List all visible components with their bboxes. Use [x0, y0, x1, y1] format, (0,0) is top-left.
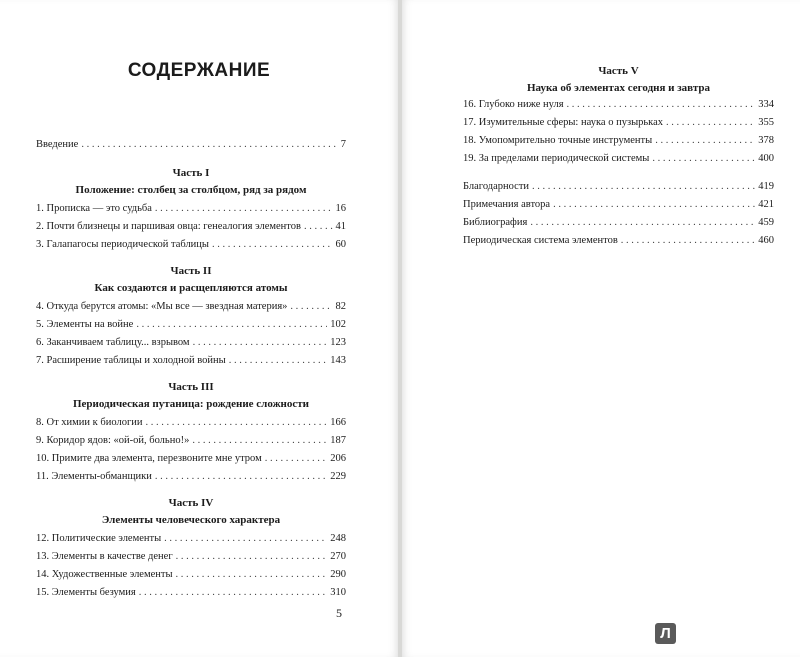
toc-entry [36, 532, 346, 545]
leader-dots [655, 134, 755, 147]
logo-letter: Л [660, 625, 671, 642]
part-name: Элементы человеческого характера [101, 514, 281, 526]
toc-entry [36, 470, 346, 483]
entry-label: 9. Коридор ядов: «ой-ой, больно!» [36, 435, 190, 446]
entry-page: 82 [335, 301, 346, 312]
entry-page: 187 [330, 435, 346, 446]
entry-page: 270 [330, 551, 346, 562]
entry-page: 143 [330, 355, 346, 366]
entry-label: 10. Примите два элемента, перезвоните мне утром [36, 453, 262, 464]
entry-page: 248 [330, 533, 346, 544]
toc-entry [36, 452, 346, 465]
part-name: Положение: столбец за столбцом, ряд за рядом [75, 184, 307, 196]
entry-page: 290 [330, 569, 346, 580]
entry-page: 16 [335, 203, 346, 214]
toc-entry-backmatter [463, 216, 774, 229]
leader-dots [81, 138, 337, 151]
leader-dots [567, 98, 756, 111]
entry-label: 3. Галапагосы периодической таблицы [36, 239, 209, 250]
leader-dots [139, 586, 327, 599]
entry-label: 5. Элементы на войне [36, 319, 134, 330]
part-name: Периодическая путаница: рождение сложности [72, 398, 310, 410]
entry-label: Библиография [463, 217, 528, 228]
leader-dots [155, 202, 333, 215]
leader-dots [164, 532, 327, 545]
entry-label: 11. Элементы-обманщики [36, 471, 152, 482]
part-number: Часть IV [168, 497, 214, 509]
leader-dots [212, 238, 333, 251]
leader-dots [155, 470, 327, 483]
entry-label: 16. Глубоко ниже нуля [463, 99, 564, 110]
entry-label: 12. Политические элементы [36, 533, 162, 544]
part-heading-5 [463, 64, 774, 95]
toc-entry-backmatter [463, 198, 774, 211]
part-number: Часть V [598, 65, 639, 77]
toc-entry [36, 586, 346, 599]
entry-page: 400 [758, 153, 774, 164]
publisher-logo [655, 623, 676, 644]
part-number: Часть II [170, 265, 212, 277]
toc-entry [36, 434, 346, 447]
leader-dots [290, 300, 332, 313]
entry-page: 206 [330, 453, 346, 464]
leader-dots [532, 180, 755, 193]
entry-page: 7 [340, 139, 346, 150]
toc-entry [36, 550, 346, 563]
leader-dots [136, 318, 327, 331]
page-number: 5 [336, 606, 342, 620]
leader-dots [176, 568, 328, 581]
entry-page: 229 [330, 471, 346, 482]
entry-label: 2. Почти близнецы и паршивая овца: генеалогия элементов [36, 221, 301, 232]
toc-entry [463, 134, 774, 147]
part-heading-2 [36, 264, 346, 295]
toc-entry [36, 318, 346, 331]
entry-page: 378 [758, 135, 774, 146]
entry-page: 102 [330, 319, 346, 330]
entry-label: 19. За пределами периодической системы [463, 153, 650, 164]
entry-page: 123 [330, 337, 346, 348]
entry-label: 6. Заканчиваем таблицу... взрывом [36, 337, 190, 348]
entry-label: Введение [36, 139, 79, 150]
entry-label: 13. Элементы в качестве денег [36, 551, 173, 562]
entry-page: 355 [758, 117, 774, 128]
toc-entry [463, 98, 774, 111]
leader-dots [193, 336, 328, 349]
toc-entry [36, 336, 346, 349]
entry-label: Примечания автора [463, 199, 551, 210]
entry-label: 15. Элементы безумия [36, 587, 136, 598]
entry-page: 419 [758, 181, 774, 192]
toc-entry [36, 220, 346, 233]
leader-dots [553, 198, 755, 211]
entry-page: 41 [335, 221, 346, 232]
entry-page: 310 [330, 587, 346, 598]
entry-page: 460 [758, 235, 774, 246]
toc-entry [36, 568, 346, 581]
entry-page: 166 [330, 417, 346, 428]
entry-label: 1. Прописка — это судьба [36, 203, 152, 214]
toc-entry [463, 116, 774, 129]
entry-label: Периодическая система элементов [463, 235, 618, 246]
leader-dots [621, 234, 755, 247]
part-name: Как создаются и расщепляются атомы [94, 282, 288, 294]
entry-page: 421 [758, 199, 774, 210]
toc-entry [463, 152, 774, 165]
leader-dots [176, 550, 328, 563]
part-number: Часть I [172, 167, 210, 179]
leader-dots [265, 452, 328, 465]
part-heading-1 [36, 166, 346, 197]
entry-page: 60 [335, 239, 346, 250]
leader-dots [192, 434, 327, 447]
leader-dots [304, 220, 333, 233]
entry-page: 459 [758, 217, 774, 228]
toc-entry [36, 300, 346, 313]
leader-dots [530, 216, 755, 229]
toc-entry-backmatter [463, 234, 774, 247]
part-number: Часть III [168, 381, 214, 393]
leader-dots [229, 354, 328, 367]
toc-entry [36, 202, 346, 215]
leader-dots [652, 152, 755, 165]
leader-dots [666, 116, 755, 129]
entry-page: 334 [758, 99, 774, 110]
entry-label: 18. Умопомрительно точные инструменты [463, 135, 653, 146]
leader-dots [146, 416, 328, 429]
toc-entry-intro [36, 138, 346, 151]
entry-label: 7. Расширение таблицы и холодной войны [36, 355, 226, 366]
toc-title: СОДЕРЖАНИЕ [127, 60, 271, 81]
toc-entry [36, 416, 346, 429]
toc-entry [36, 238, 346, 251]
entry-label: Благодарности [463, 181, 530, 192]
toc-entry [36, 354, 346, 367]
part-name: Наука об элементах сегодня и завтра [526, 82, 710, 94]
entry-label: 8. От химии к биологии [36, 417, 143, 428]
entry-label: 14. Художественные элементы [36, 569, 173, 580]
entry-label: 4. Откуда берутся атомы: «Мы все — звездная материя» [36, 301, 288, 312]
part-heading-3 [36, 380, 346, 411]
part-heading-4 [36, 496, 346, 527]
toc-entry-backmatter [463, 180, 774, 193]
entry-label: 17. Изумительные сферы: наука о пузырьках [463, 117, 664, 128]
